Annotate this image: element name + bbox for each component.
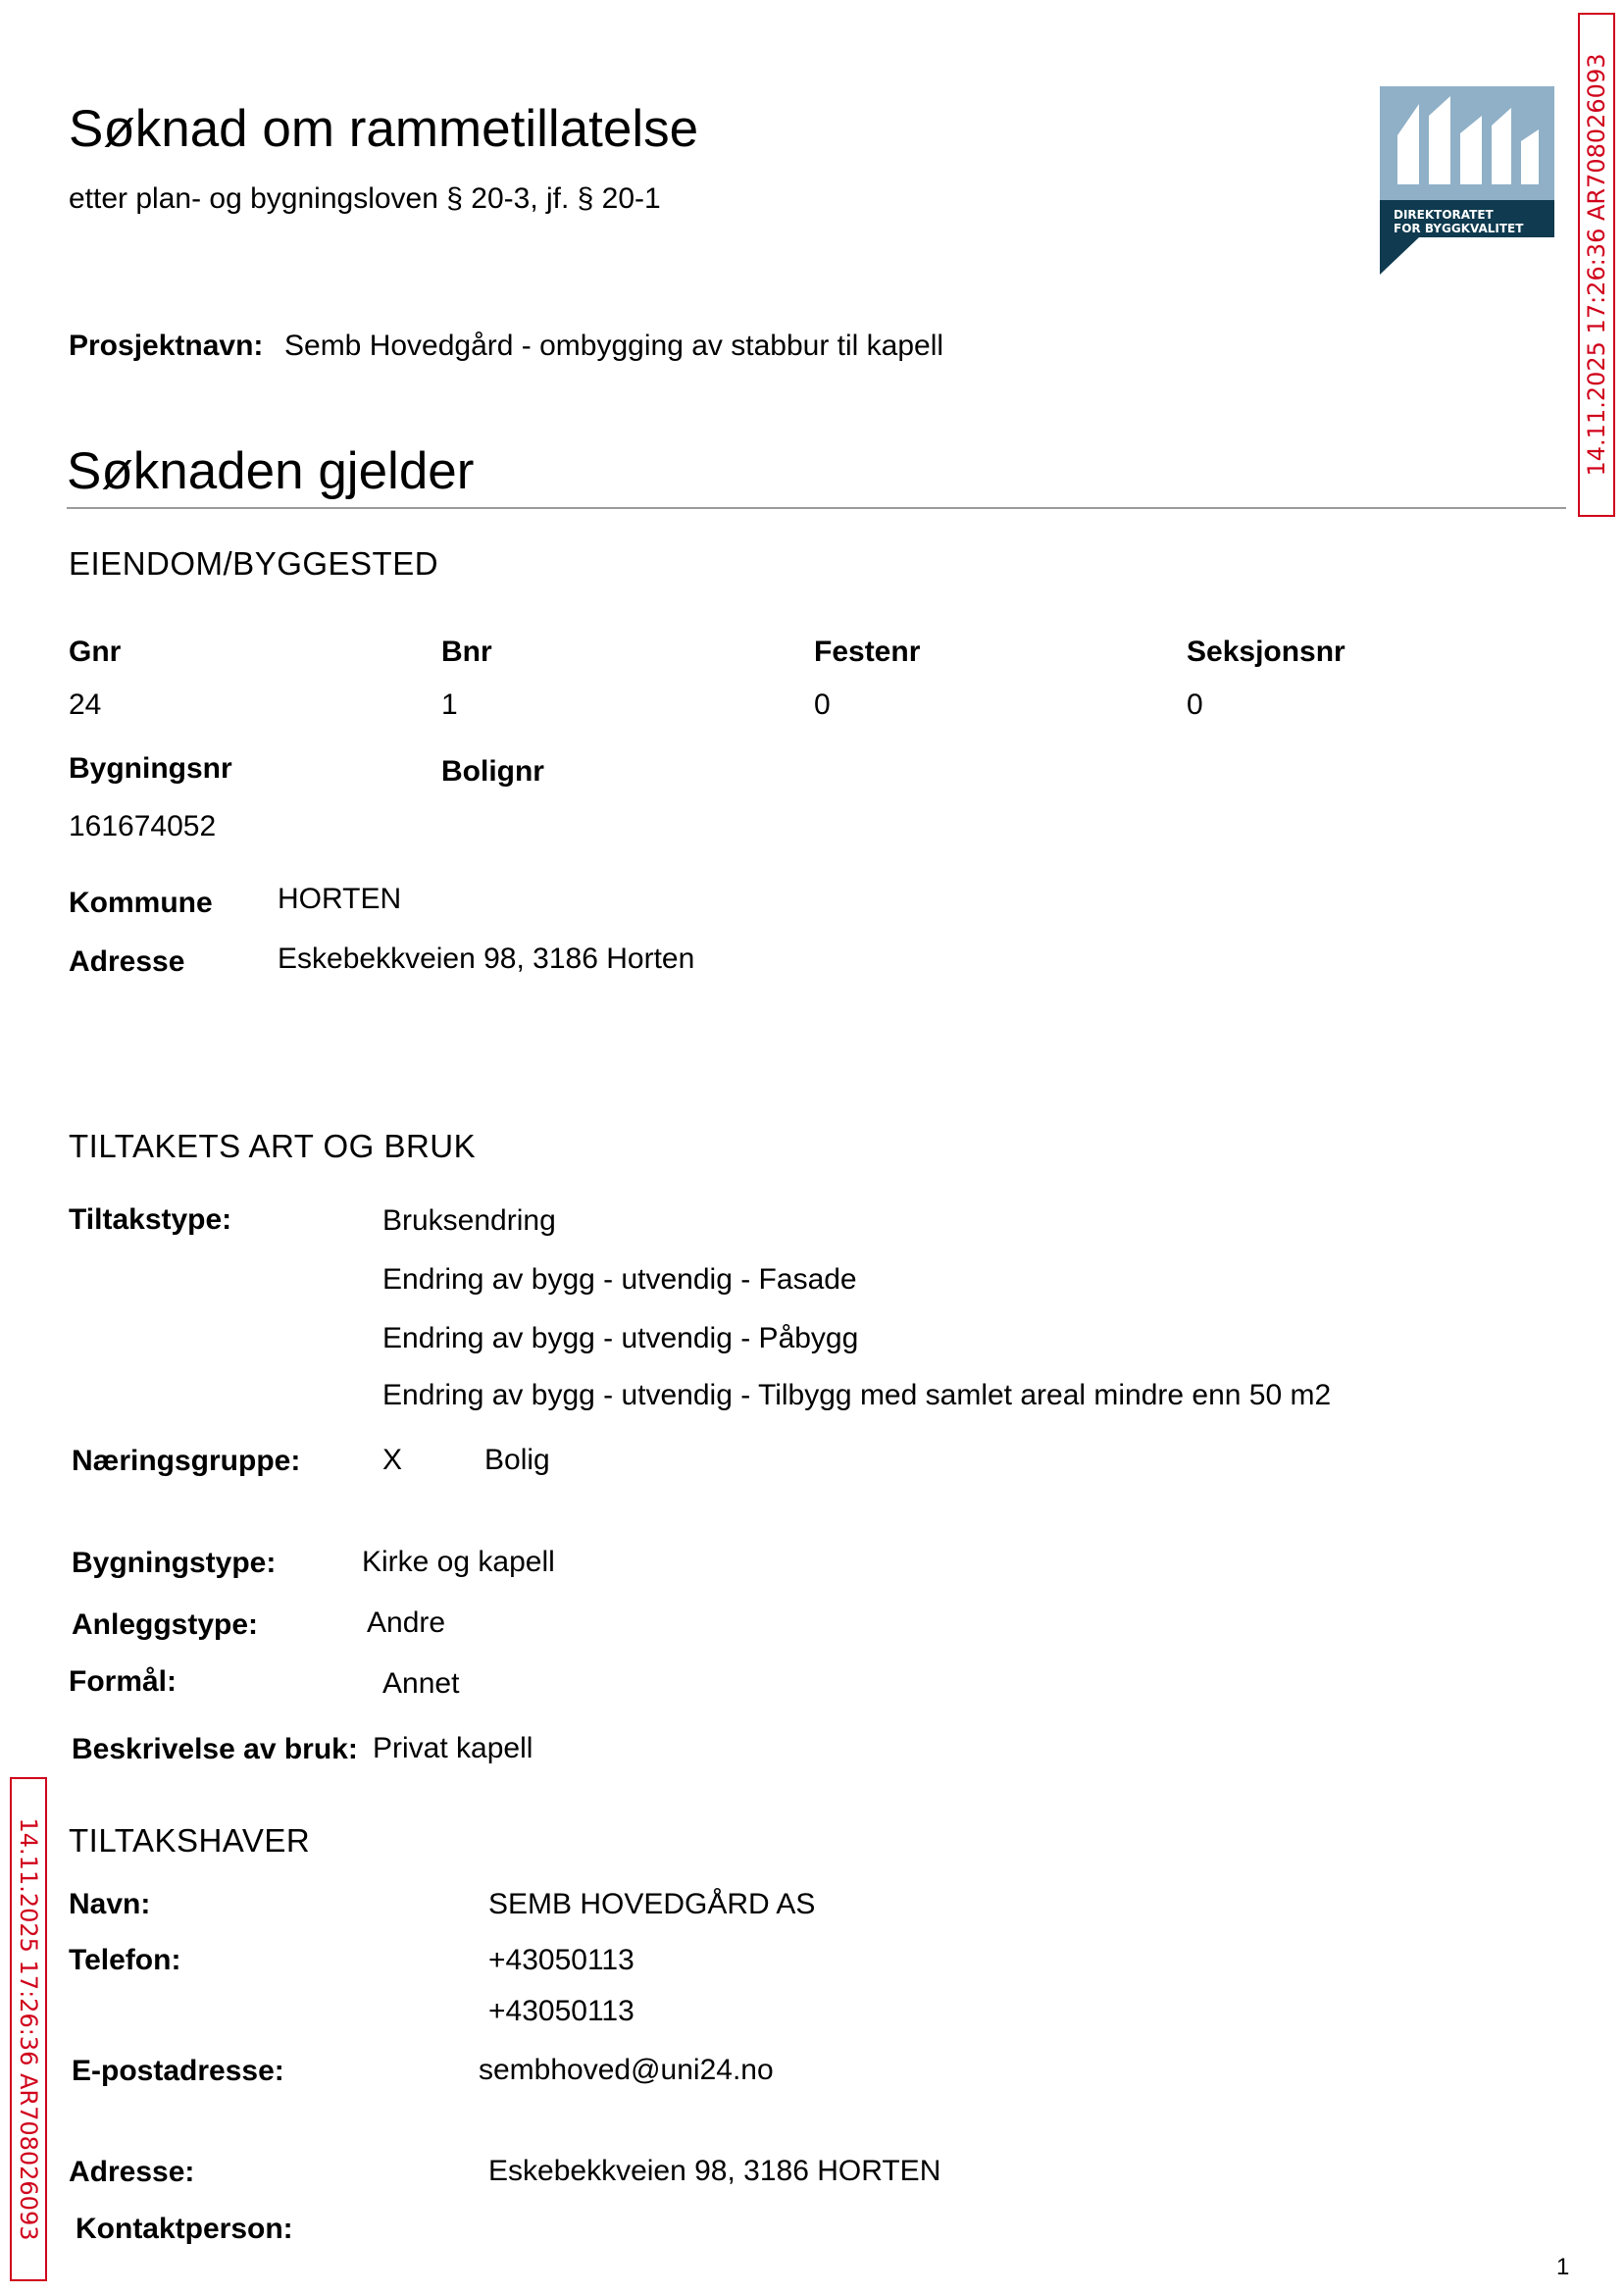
- beskrivelse-label: Beskrivelse av bruk:: [72, 1733, 358, 1765]
- naeringsgruppe-code: X: [382, 1444, 403, 1476]
- gnr-label: Gnr: [69, 636, 122, 668]
- epost-value: sembhoved@uni24.no: [479, 2054, 774, 2086]
- beskrivelse-value: Privat kapell: [373, 1732, 533, 1764]
- logo-text-line-1: DIREKTORATET: [1394, 208, 1494, 222]
- bnr-value: 1: [441, 688, 458, 721]
- tiltakstype-item: Endring av bygg - utvendig - Tilbygg med samlet areal mindre enn 50 m2: [382, 1379, 1332, 1411]
- kommune-label: Kommune: [69, 887, 213, 919]
- festenr-label: Festenr: [814, 636, 921, 668]
- festenr-value: 0: [814, 688, 831, 721]
- document-subtitle: etter plan- og bygningsloven § 20-3, jf. § 20-1: [69, 182, 661, 215]
- project-name-label: Prosjektnavn:: [69, 330, 264, 362]
- document-title: Søknad om rammetillatelse: [69, 100, 699, 158]
- logo-graphic: [1380, 86, 1554, 200]
- tiltakstype-item: Endring av bygg - utvendig - Fasade: [382, 1263, 857, 1296]
- bygningsnr-value: 161674052: [69, 810, 217, 842]
- telefon-value-1: +43050113: [488, 1944, 634, 1976]
- section-title: Søknaden gjelder: [67, 442, 475, 500]
- tiltakstype-label: Tiltakstype:: [69, 1203, 232, 1236]
- adresse-value: Eskebekkveien 98, 3186 Horten: [278, 943, 695, 975]
- telefon-value-2: +43050113: [488, 1995, 634, 2027]
- adresse-label: Adresse: [69, 945, 185, 978]
- bygningstype-value: Kirke og kapell: [362, 1546, 555, 1578]
- anleggstype-label: Anleggstype:: [72, 1608, 259, 1641]
- naeringsgruppe-value: Bolig: [484, 1444, 550, 1476]
- kommune-value: HORTEN: [278, 883, 402, 915]
- tiltakstype-item: Bruksendring: [382, 1204, 556, 1237]
- logo-text-line-2: FOR BYGGKVALITET: [1394, 222, 1524, 235]
- stamp-text: 14.11.2025 17:26:36 AR708026093: [15, 1817, 42, 2241]
- stamp-text: 14.11.2025 17:26:36 AR708026093: [1583, 53, 1610, 477]
- navn-value: SEMB HOVEDGÅRD AS: [488, 1888, 816, 1920]
- epost-label: E-postadresse:: [72, 2055, 284, 2087]
- tiltakshaver-adresse-value: Eskebekkveien 98, 3186 HORTEN: [488, 2155, 941, 2187]
- anleggstype-value: Andre: [367, 1606, 446, 1639]
- tiltak-heading: TILTAKETS ART OG BRUK: [69, 1128, 477, 1164]
- bygningsnr-label: Bygningsnr: [69, 752, 232, 785]
- navn-label: Navn:: [69, 1888, 151, 1920]
- seksjonsnr-label: Seksjonsnr: [1187, 636, 1345, 668]
- timestamp-stamp-right: [1578, 13, 1615, 517]
- section-divider: [67, 507, 1566, 509]
- tiltakshaver-adresse-label: Adresse:: [69, 2156, 195, 2188]
- seksjonsnr-value: 0: [1187, 688, 1203, 721]
- page-number: 1: [1556, 2254, 1570, 2280]
- timestamp-stamp-left: [10, 1777, 47, 2281]
- tiltakstype-item: Endring av bygg - utvendig - Påbygg: [382, 1322, 859, 1354]
- logo-tab: [1380, 237, 1419, 275]
- formal-value: Annet: [382, 1667, 460, 1700]
- dibk-logo: [1380, 86, 1554, 275]
- tiltakshaver-heading: TILTAKSHAVER: [69, 1822, 311, 1859]
- formal-label: Formål:: [69, 1665, 178, 1698]
- telefon-label: Telefon:: [69, 1944, 181, 1976]
- eiendom-heading: EIENDOM/BYGGESTED: [69, 545, 439, 582]
- gnr-value: 24: [69, 688, 102, 721]
- bnr-label: Bnr: [441, 636, 492, 668]
- logo-text: [1394, 208, 1523, 235]
- bolignr-label: Bolignr: [441, 755, 544, 788]
- naeringsgruppe-label: Næringsgruppe:: [72, 1445, 301, 1477]
- kontaktperson-label: Kontaktperson:: [76, 2213, 293, 2245]
- project-name-value: Semb Hovedgård - ombygging av stabbur til kapell: [284, 330, 944, 362]
- bygningstype-label: Bygningstype:: [72, 1547, 277, 1579]
